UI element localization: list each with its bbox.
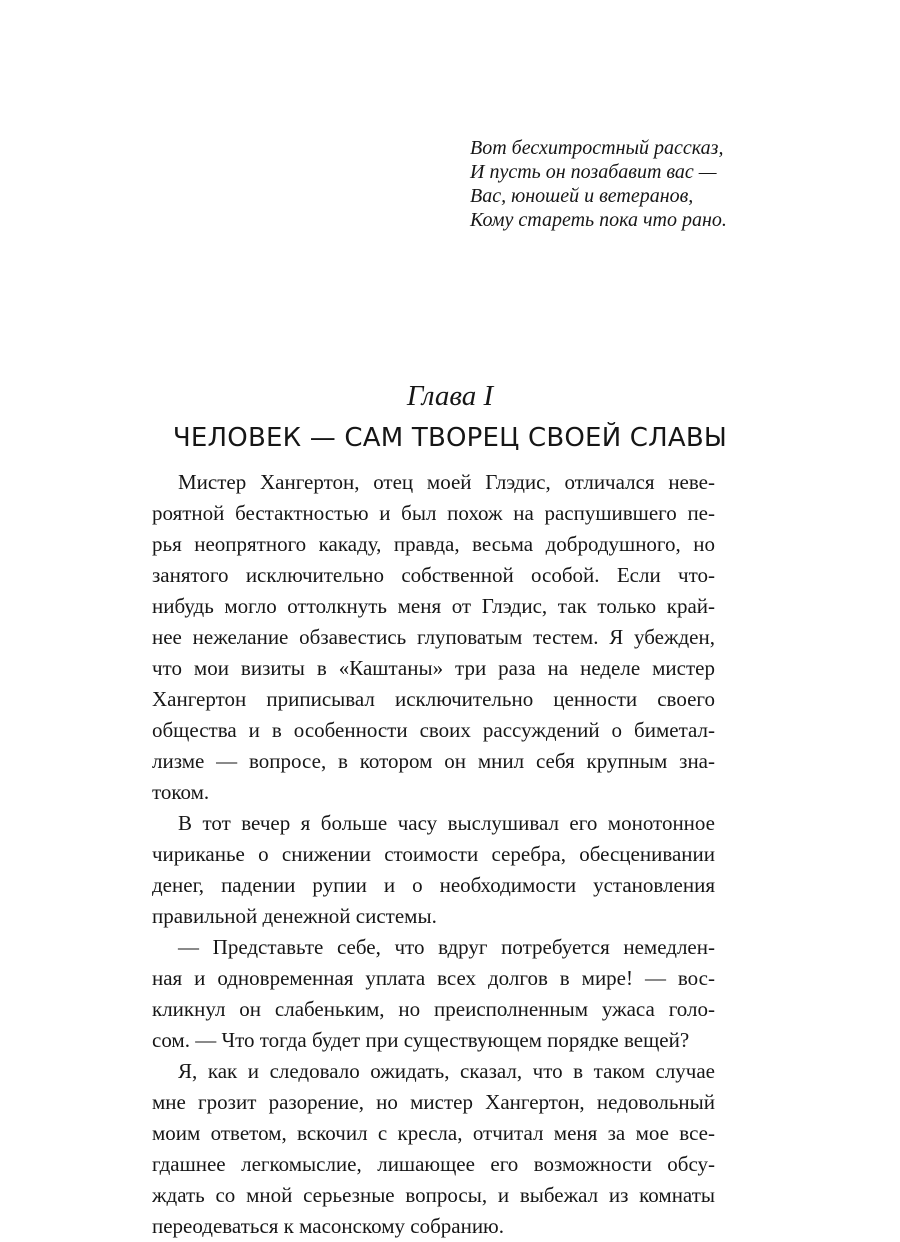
text-line: правильной денежной системы. bbox=[152, 904, 437, 928]
text-line: чириканье о снижении стоимости серебра, обесценивании bbox=[152, 842, 715, 866]
text-line: Хангертон приписывал исключительно ценности своего bbox=[152, 687, 715, 711]
epigraph bbox=[470, 136, 830, 232]
chapter-label: Глава I bbox=[406, 380, 494, 412]
text-line: денег, падении рупии и о необходимости установления bbox=[152, 873, 715, 897]
body-text bbox=[152, 467, 715, 1242]
text-line: В тот вечер я больше часу выслушивал его монотонное bbox=[178, 811, 715, 835]
epigraph-line: Кому стареть пока что рано. bbox=[470, 209, 727, 231]
text-line: моим ответом, вскочил с кресла, отчитал меня за мое все- bbox=[152, 1121, 715, 1145]
epigraph-line: И пусть он позабавит вас — bbox=[470, 161, 717, 183]
text-line: переодеваться к масонскому собранию. bbox=[152, 1214, 504, 1238]
text-line: нибудь могло оттолкнуть меня от Глэдис, так только край- bbox=[152, 594, 715, 618]
text-line: — Представьте себе, что вдруг потребуется немедлен- bbox=[178, 935, 715, 959]
text-line: сом. — Что тогда будет при существующем порядке вещей? bbox=[152, 1028, 690, 1052]
chapter-title: ЧЕЛОВЕК — САМ ТВОРЕЦ СВОЕЙ СЛАВЫ bbox=[172, 423, 728, 453]
text-line: Мистер Хангертон, отец моей Глэдис, отличался неве- bbox=[178, 470, 715, 494]
text-line: гдашнее легкомыслие, лишающее его возможности обсу- bbox=[152, 1152, 715, 1176]
text-line: мне грозит разорение, но мистер Хангертон, недовольный bbox=[152, 1090, 715, 1114]
epigraph-line: Вот бесхитростный рассказ, bbox=[470, 137, 724, 159]
text-line: током. bbox=[152, 780, 210, 804]
epigraph-line: Вас, юношей и ветеранов, bbox=[470, 185, 694, 207]
text-line: нее нежелание обзавестись глуповатым тестем. Я убежден, bbox=[152, 625, 715, 649]
text-line: роятной бестактностью и был похож на распушившего пе- bbox=[152, 501, 715, 525]
text-line: что мои визиты в «Каштаны» три раза на неделе мистер bbox=[152, 656, 715, 680]
text-line: Я, как и следовало ожидать, сказал, что в таком случае bbox=[178, 1059, 715, 1083]
text-line: ждать со мной серьезные вопросы, и выбежал из комнаты bbox=[152, 1183, 715, 1207]
text-line: занятого исключительно собственной особой. Если что- bbox=[152, 563, 715, 587]
text-line: общества и в особенности своих рассуждений о биметал- bbox=[152, 718, 715, 742]
text-line: рья неопрятного какаду, правда, весьма добродушного, но bbox=[152, 532, 715, 556]
text-line: кликнул он слабеньким, но преисполненным ужаса голо- bbox=[152, 997, 715, 1021]
text-line: ная и одновременная уплата всех долгов в мире! — вос- bbox=[152, 966, 715, 990]
text-line: лизме — вопросе, в котором он мнил себя крупным зна- bbox=[152, 749, 715, 773]
